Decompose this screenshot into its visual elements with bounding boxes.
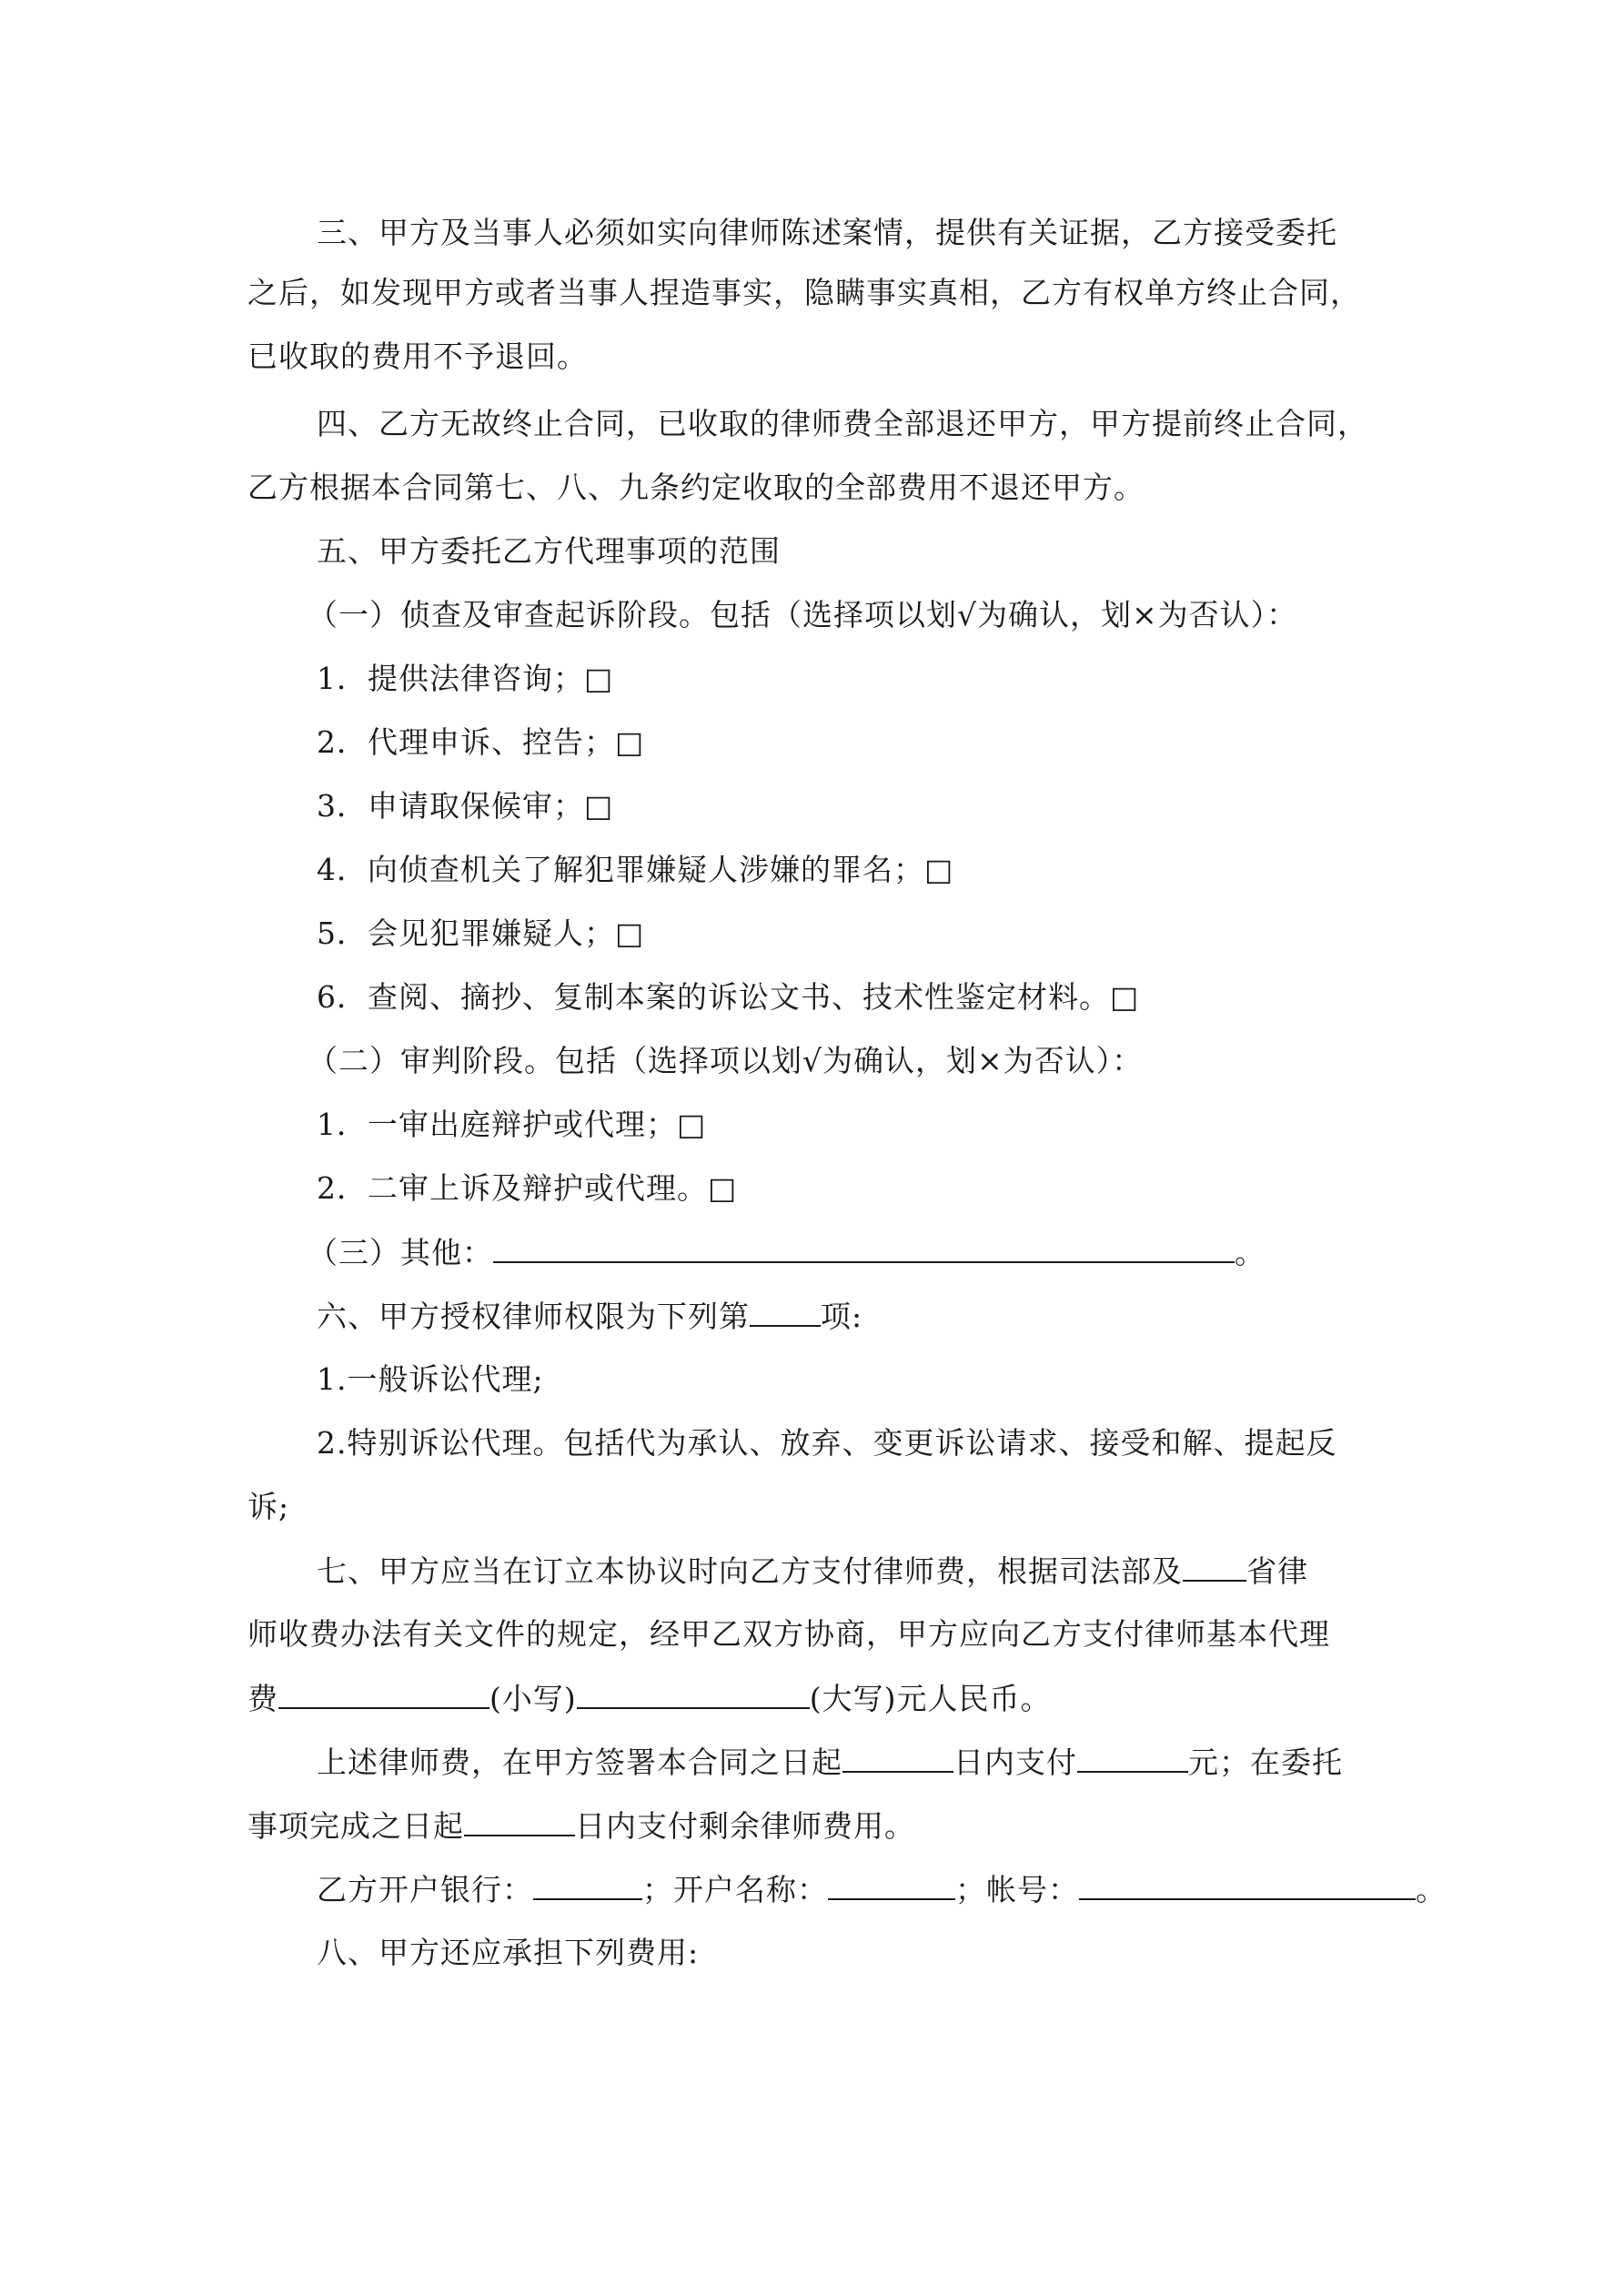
section-2-item-1: 1．一审出庭辩护或代理；□	[317, 1107, 707, 1142]
clause-4-line-2: 乙方根据本合同第七、八、九条约定收取的全部费用不退还甲方。	[247, 470, 1145, 505]
account-name-label: ；开户名称：	[642, 1872, 828, 1907]
clause-3-line-1: 三、甲方及当事人必须如实向律师陈述案情，提供有关证据，乙方接受委托	[317, 215, 1337, 250]
fee-lowercase-blank[interactable]	[278, 1680, 489, 1709]
payment-line-1-c: 元；在委托	[1188, 1745, 1343, 1780]
clause-7-line-3	[247, 1680, 1052, 1717]
payment-line-1-b: 日内支付	[953, 1745, 1077, 1780]
clause-6-item-1: 1.一般诉讼代理;	[317, 1361, 544, 1397]
account-name-blank[interactable]	[828, 1871, 955, 1900]
payment-line-2	[247, 1807, 915, 1845]
fee-uppercase-blank[interactable]	[577, 1680, 810, 1709]
section-1-item-1: 1．提供法律咨询；□	[317, 661, 614, 696]
section-2-item-2: 2．二审上诉及辩护或代理。□	[317, 1170, 738, 1206]
section-2-title: （二）审判阶段。包括（选择项以划√为确认，划×为否认）：	[308, 1043, 1144, 1078]
fee-lowercase-label: (小写)	[489, 1681, 577, 1716]
payment-line-2-a: 事项完成之日起	[247, 1808, 464, 1844]
bank-label: 乙方开户银行：	[317, 1872, 533, 1907]
bank-line-end: 。	[1416, 1872, 1447, 1907]
province-blank[interactable]	[1183, 1553, 1246, 1582]
clause-8-title: 八、甲方还应承担下列费用:	[317, 1935, 700, 1970]
account-number-label: ；帐号：	[955, 1872, 1079, 1907]
clause-6-title	[317, 1298, 862, 1335]
clause-5-title: 五、甲方委托乙方代理事项的范围	[317, 533, 781, 569]
payment-amount-blank[interactable]	[1077, 1744, 1188, 1773]
clause-6-suffix: 项:	[821, 1299, 863, 1334]
fee-prefix: 费	[247, 1681, 278, 1716]
clause-7-line-1-prefix: 七、甲方应当在订立本协议时向乙方支付律师费，根据司法部及	[317, 1553, 1183, 1589]
clause-6-prefix: 六、甲方授权律师权限为下列第	[317, 1299, 750, 1334]
clause-6-item-2-line-2: 诉;	[247, 1489, 290, 1524]
section-3-suffix: 。	[1235, 1235, 1266, 1270]
payment-line-1	[317, 1744, 1343, 1781]
clause-7-line-1-suffix: 省律	[1246, 1553, 1308, 1589]
bank-blank[interactable]	[533, 1871, 642, 1900]
section-1-item-4: 4．向侦查机关了解犯罪嫌疑人涉嫌的罪名；□	[317, 852, 954, 887]
clause-4-line-1: 四、乙方无故终止合同，已收取的律师费全部退还甲方，甲方提前终止合同，	[317, 406, 1368, 441]
remaining-days-blank[interactable]	[464, 1807, 575, 1836]
other-blank[interactable]	[493, 1234, 1235, 1263]
section-3-prefix: （三）其他：	[308, 1235, 493, 1270]
account-number-blank[interactable]	[1079, 1871, 1416, 1900]
section-1-item-3: 3．申请取保候审；□	[317, 788, 614, 824]
clause-3-line-2: 之后，如发现甲方或者当事人捏造事实，隐瞒事实真相，乙方有权单方终止合同，	[247, 275, 1361, 310]
payment-days-blank[interactable]	[842, 1744, 953, 1773]
section-1-item-6: 6．查阅、摘抄、复制本案的诉讼文书、技术性鉴定材料。□	[317, 979, 1140, 1015]
section-1-item-5: 5．会见犯罪嫌疑人；□	[317, 915, 645, 951]
clause-7-line-1	[317, 1553, 1308, 1590]
bank-line	[317, 1871, 1447, 1908]
payment-line-2-b: 日内支付剩余律师费用。	[575, 1808, 915, 1844]
payment-line-1-a: 上述律师费，在甲方签署本合同之日起	[317, 1745, 842, 1780]
clause-6-item-2-line-1: 2.特别诉讼代理。包括代为承认、放弃、变更诉讼请求、接受和解、提起反	[317, 1425, 1337, 1461]
clause-3-line-3: 已收取的费用不予退回。	[247, 339, 588, 374]
clause-7-line-2: 师收费办法有关文件的规定，经甲乙双方协商，甲方应向乙方支付律师基本代理	[247, 1616, 1330, 1652]
section-1-item-2: 2．代理申诉、控告；□	[317, 724, 645, 760]
section-3-other	[308, 1234, 1266, 1271]
authority-item-blank[interactable]	[750, 1298, 821, 1327]
fee-uppercase-label: (大写)元人民币。	[809, 1681, 1052, 1716]
section-1-title: （一）侦查及审查起诉阶段。包括（选择项以划√为确认，划×为否认）：	[308, 597, 1298, 632]
